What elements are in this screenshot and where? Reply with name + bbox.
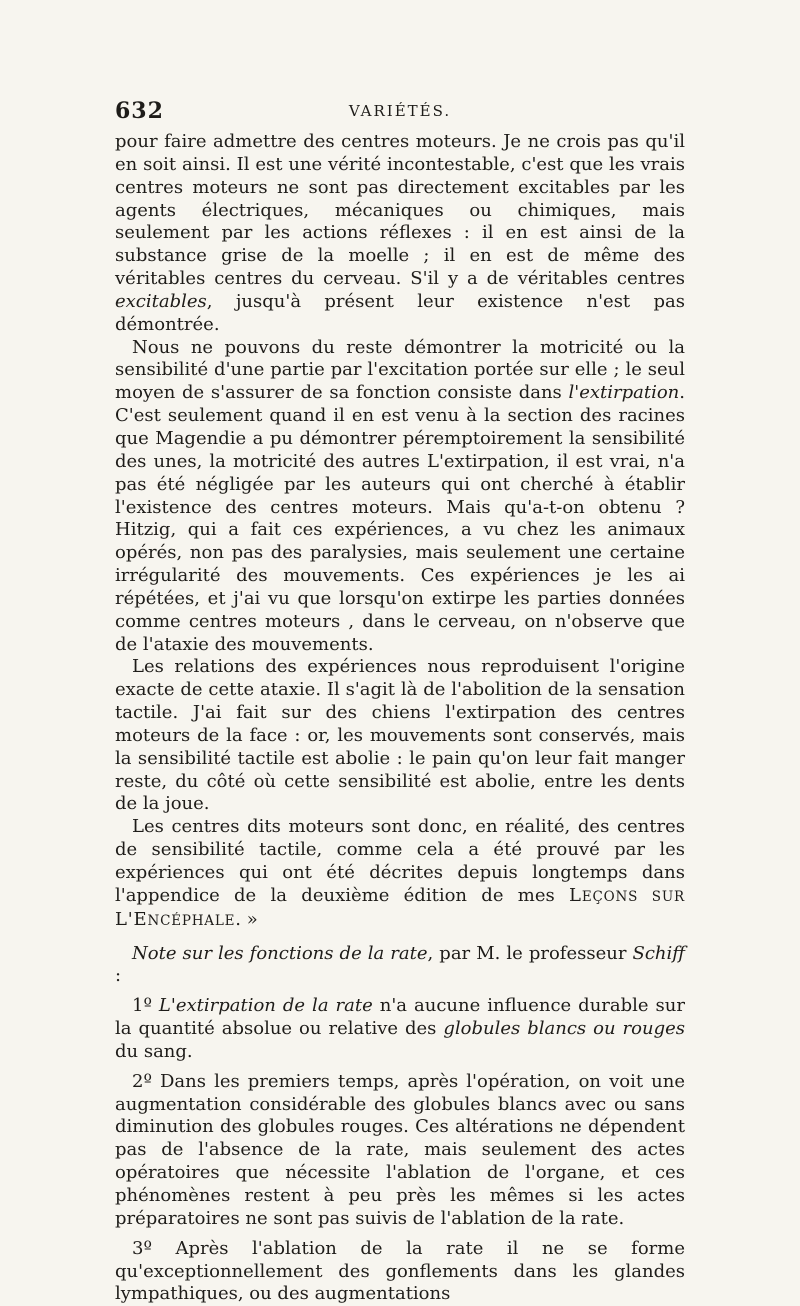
author-name: Schiff [632, 942, 685, 964]
page-header [115, 98, 685, 128]
paragraph: Nous ne pouvons du reste démontrer la motricité ou la sensibilité d'une partie par l'excitation portée sur elle ; le seul moyen de s'assurer de sa fonction consiste dans l'extirpation. C'est seulement quand il en est venu à la section des racines que Magendie a pu démontrer péremptoirement la sensibilité des unes, la motricité des autres L'extirpation, il est vrai, n'a pas été négligée par les auteurs qui ont cherché à établir l'existence des centres moteurs. Mais qu'a-t-on obtenu ? Hitzig, qui a fait ces expériences, a vu chez les animaux opérés, non pas des paralysies, mais seulement une certaine irrégularité des mouvements. Ces expériences je les ai répétées, et j'ai vu que lorsqu'on extirpe les parties données comme centres moteurs , dans le cerveau, on n'observe que de l'ataxie des mouvements. [115, 336, 685, 655]
running-head: VARIÉTÉS. [348, 102, 452, 120]
paragraph: Les relations des expériences nous reproduisent l'origine exacte de cette ataxie. Il s'agit là de l'abolition de la sensation tactile. J'ai fait sur des chiens l'extirpation des centres moteurs de la face : or, les mouvements sont conservés, mais la sensibilité tactile est abolie : le pain qu'on leur fait manger reste, du côté où cette sensibilité est abolie, entre les dents de la joue. [115, 656, 685, 815]
numbered-paragraph: 3º Après l'ablation de la rate il ne se forme qu'exceptionnellement des gonflements dans les glandes lympathiques, ou des augmentations [115, 1237, 685, 1305]
emphasis: excitables [115, 290, 207, 312]
paragraph: Les centres dits moteurs sont donc, en réalité, des centres de sensibilité tactile, comme cela a été prouvé par les expériences qui ont été décrites depuis longtemps dans l'appendice de la deuxième édition de mes LEÇONS SUR L'ENCÉPHALE. » [115, 816, 685, 930]
body-text [115, 131, 685, 1306]
numbered-paragraph: 2º Dans les premiers temps, après l'opération, on voit une augmentation considérable des globules blancs avec ou sans diminution des globules rouges. Ces altérations ne dépendent pas de l'absence de la rate, mais seulement des actes opératoires que nécessite l'ablation de l'organe, et ces phénomènes restent à peu près les mêmes si les actes préparatoires ne sont pas suivis de l'ablation de la rate. [115, 1070, 685, 1229]
book-title: LEÇONS SUR L'ENCÉPHALE [115, 884, 685, 930]
paragraph: pour faire admettre des centres moteurs. Je ne crois pas qu'il en soit ainsi. Il est une vérité incontestable, c'est que les vrais centres moteurs ne sont pas directement excitables par les agents électriques, mécaniques ou chimiques, mais seulement par les actions réflexes : il en est ainsi de la substance grise de la moelle ; il en est de même des véritables centres du cerveau. S'il y a de véritables centres excitables, jusqu'à présent leur existence n'est pas démontrée. [115, 131, 685, 335]
page-number: 632 [115, 98, 164, 124]
note-heading: Note sur les fonctions de la rate, par M. le professeur Schiff : [115, 942, 685, 987]
numbered-paragraph: 1º L'extirpation de la rate n'a aucune influence durable sur la quantité absolue ou relative des globules blancs ou rouges du sang. [115, 995, 685, 1062]
emphasis: l'extirpation [568, 382, 680, 404]
